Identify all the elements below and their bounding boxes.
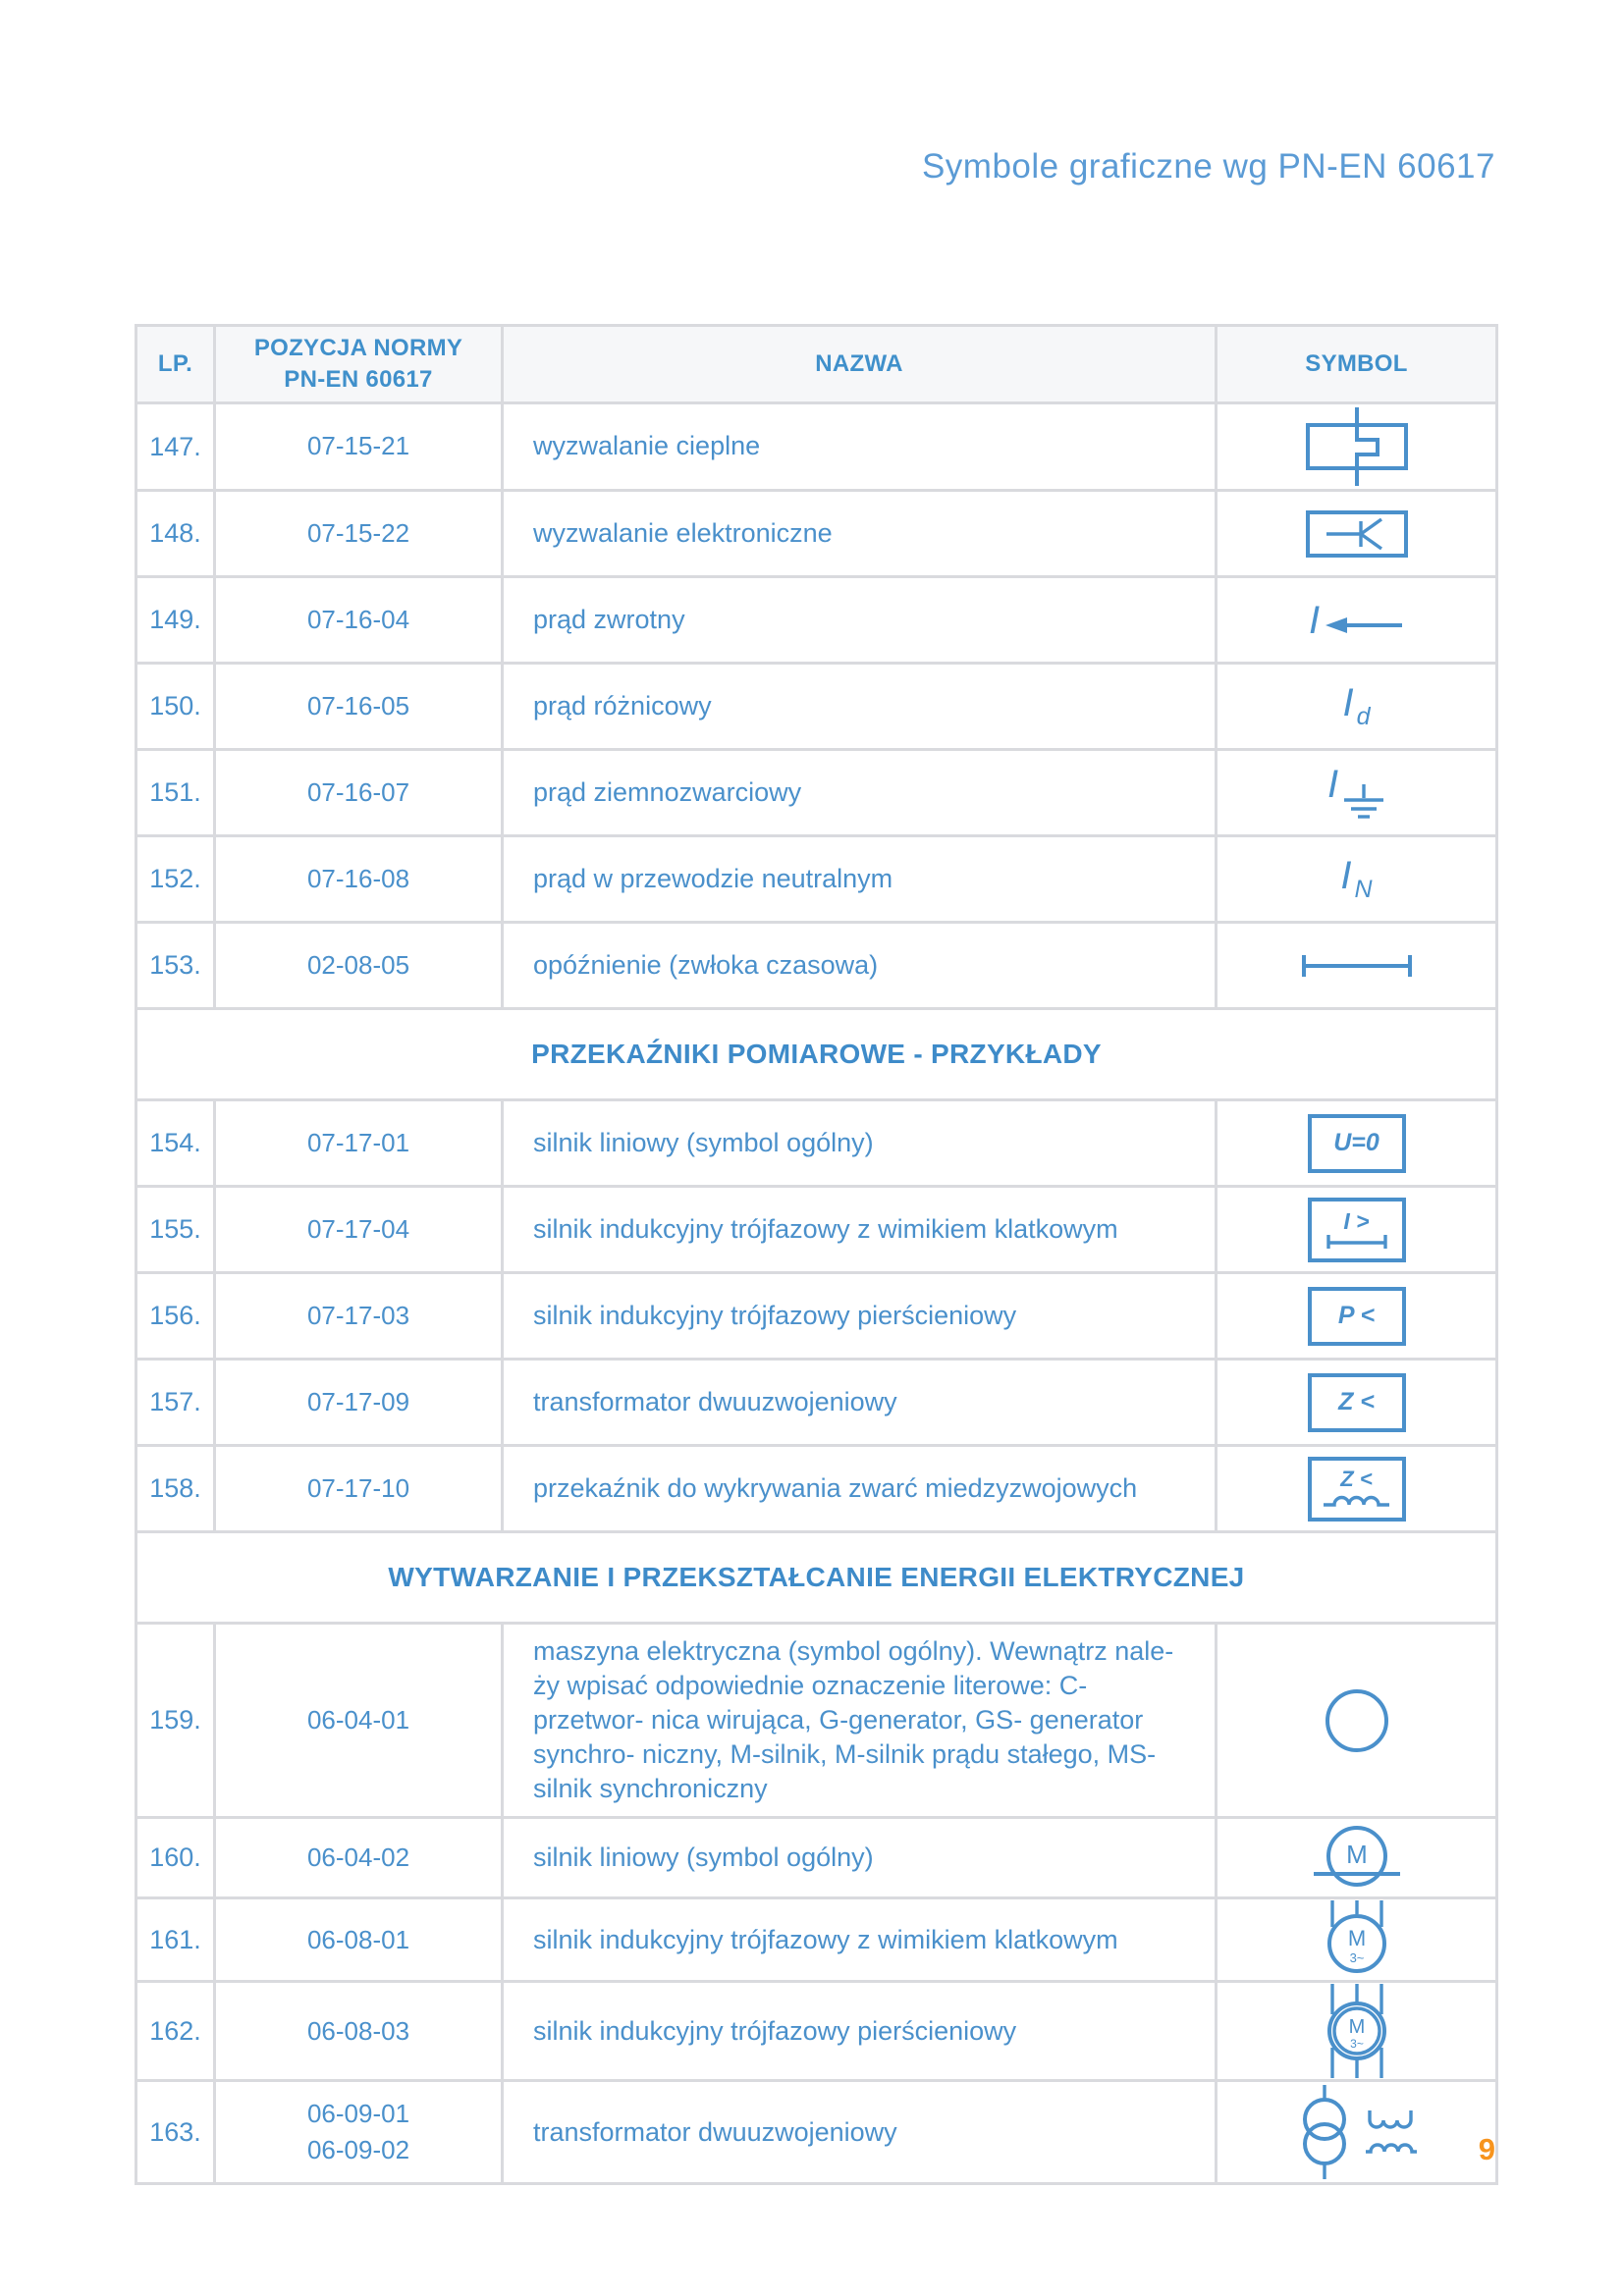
table-row	[136, 491, 1497, 577]
relay-box-label: Z <	[1338, 1388, 1375, 1415]
standard-code: 07-16-05	[215, 664, 503, 750]
table-header-row	[136, 326, 1497, 403]
standard-code: 07-15-22	[215, 491, 503, 577]
symbol-cell	[1217, 1360, 1497, 1446]
standard-code: 07-15-21	[215, 403, 503, 491]
row-number: 163.	[136, 2081, 215, 2184]
symbols-table	[135, 324, 1498, 2185]
overcurrent-delay-relay-box-icon	[1308, 1198, 1406, 1262]
squirrel-cage-motor-icon	[1303, 1900, 1411, 1979]
relay-box-label: P <	[1337, 1302, 1376, 1329]
table-row	[136, 1898, 1497, 1982]
row-number: 147.	[136, 403, 215, 491]
standard-code: 07-16-07	[215, 750, 503, 836]
three-phase-label: 3~	[1349, 1950, 1364, 1966]
delay-icon	[1325, 1232, 1389, 1250]
section-header-row	[136, 1009, 1497, 1100]
column-header-pozycja	[215, 326, 503, 403]
table-row	[136, 1273, 1497, 1360]
row-number: 156.	[136, 1273, 215, 1360]
electronic-release-icon	[1283, 499, 1431, 569]
table-row	[136, 836, 1497, 923]
column-header-pozycja-line1: POZYCJA NORMY	[253, 334, 463, 361]
table-row	[136, 923, 1497, 1009]
standard-code: 07-17-04	[215, 1187, 503, 1273]
section-header-row	[136, 1532, 1497, 1624]
row-number: 157.	[136, 1360, 215, 1446]
motor-letter: M	[1345, 1839, 1368, 1869]
symbol-name: transformator dwuuzwojeniowy	[503, 1360, 1217, 1446]
symbol-name: prąd w przewodzie neutralnym	[503, 836, 1217, 923]
row-number: 155.	[136, 1187, 215, 1273]
symbol-cell	[1217, 1100, 1497, 1187]
row-number: 161.	[136, 1898, 215, 1982]
column-header-pozycja-line2: PN-EN 60617	[284, 366, 433, 393]
symbol-cell	[1217, 836, 1497, 923]
symbol-cell	[1217, 923, 1497, 1009]
current-letter: I	[1342, 681, 1354, 724]
symbol-name: silnik indukcyjny trójfazowy z wimikiem klatkowym	[503, 1187, 1217, 1273]
symbol-name: prąd zwrotny	[503, 577, 1217, 664]
table-row	[136, 577, 1497, 664]
delay-icon	[1298, 949, 1416, 983]
page-number: 9	[1478, 2132, 1495, 2166]
standard-code-line1: 06-09-01	[306, 2098, 410, 2128]
symbol-cell	[1217, 1982, 1497, 2081]
table-row	[136, 750, 1497, 836]
row-number: 150.	[136, 664, 215, 750]
symbol-cell	[1217, 1273, 1497, 1360]
coil-icon	[1322, 1491, 1392, 1509]
symbol-cell	[1217, 1446, 1497, 1532]
table-row	[136, 1624, 1497, 1818]
standard-code: 06-08-03	[215, 1982, 503, 2081]
symbol-name: prąd ziemnozwarciowy	[503, 750, 1217, 836]
slip-ring-motor-icon	[1303, 1984, 1411, 2078]
column-header-nazwa: NAZWA	[503, 326, 1217, 403]
symbol-name: silnik indukcyjny trójfazowy pierścieniowy	[503, 1273, 1217, 1360]
motor-letter: M	[1347, 1926, 1366, 1951]
linear-motor-icon	[1298, 1823, 1416, 1894]
row-number: 160.	[136, 1818, 215, 1898]
motor-letter: M	[1348, 2016, 1365, 2039]
symbol-name: silnik indukcyjny trójfazowy z wimikiem klatkowym	[503, 1898, 1217, 1982]
column-header-lp: LP.	[136, 326, 215, 403]
section-title: WYTWARZANIE I PRZEKSZTAŁCANIE ENERGII ELEKTRYCZNEJ	[136, 1532, 1497, 1624]
standard-code: 06-08-01	[215, 1898, 503, 1982]
current-letter: I	[1340, 854, 1352, 897]
relay-box-label: U=0	[1333, 1129, 1380, 1156]
symbol-name: transformator dwuuzwojeniowy	[503, 2081, 1217, 2184]
symbol-name: wyzwalanie elektroniczne	[503, 491, 1217, 577]
table-row	[136, 1982, 1497, 2081]
symbol-cell	[1217, 577, 1497, 664]
interturn-fault-relay-box-icon	[1308, 1457, 1406, 1522]
standard-code: 07-16-08	[215, 836, 503, 923]
symbol-cell	[1217, 750, 1497, 836]
underpower-relay-box-icon	[1308, 1287, 1406, 1346]
three-phase-label: 3~	[1349, 2037, 1364, 2052]
symbol-name: silnik liniowy (symbol ogólny)	[503, 1100, 1217, 1187]
standard-code: 07-16-04	[215, 577, 503, 664]
table-row	[136, 403, 1497, 491]
current-letter: I	[1308, 598, 1321, 642]
subscript-n: N	[1354, 876, 1373, 903]
standard-code: 07-17-09	[215, 1360, 503, 1446]
underimpedance-relay-box-icon	[1308, 1373, 1406, 1432]
standard-code: 07-17-01	[215, 1100, 503, 1187]
symbol-cell	[1217, 491, 1497, 577]
row-number: 154.	[136, 1100, 215, 1187]
relay-box-label: I >	[1343, 1207, 1370, 1234]
symbol-name: opóźnienie (zwłoka czasowa)	[503, 923, 1217, 1009]
standard-code: 02-08-05	[215, 923, 503, 1009]
symbol-name: wyzwalanie cieplne	[503, 403, 1217, 491]
table-row	[136, 1187, 1497, 1273]
earth-fault-current-icon	[1326, 762, 1385, 822]
relay-box-label: Z <	[1340, 1467, 1373, 1491]
table-row	[136, 1360, 1497, 1446]
symbol-cell	[1217, 1187, 1497, 1273]
row-number: 152.	[136, 836, 215, 923]
row-number: 148.	[136, 491, 215, 577]
symbol-cell	[1217, 1624, 1497, 1818]
symbol-name: silnik liniowy (symbol ogólny)	[503, 1818, 1217, 1898]
table-row	[136, 1100, 1497, 1187]
symbol-name: maszyna elektryczna (symbol ogólny). Wewnątrz nale- ży wpisać odpowiednie oznaczenie literowe: C-przetwor- nica wirująca, G-generator, GS- generator synchro- niczny, M-silnik, M-silnik prądu stałego, MS-silnik synchroniczny	[503, 1624, 1217, 1818]
symbol-name: prąd różnicowy	[503, 664, 1217, 750]
symbol-cell	[1217, 1818, 1497, 1898]
table-row	[136, 1446, 1497, 1532]
row-number: 153.	[136, 923, 215, 1009]
neutral-conductor-current-icon	[1340, 856, 1372, 902]
current-letter: I	[1326, 762, 1339, 806]
thermal-release-icon	[1283, 405, 1431, 488]
differential-current-icon	[1342, 683, 1370, 729]
symbol-cell	[1217, 403, 1497, 491]
left-arrow-icon	[1325, 616, 1404, 634]
machine-circle-icon	[1323, 1686, 1391, 1755]
symbol-name: silnik indukcyjny trójfazowy pierścieniowy	[503, 1982, 1217, 2081]
row-number: 159.	[136, 1624, 215, 1818]
row-number: 149.	[136, 577, 215, 664]
standard-code: 06-04-01	[215, 1624, 503, 1818]
section-title: PRZEKAŹNIKI POMIAROWE - PRZYKŁADY	[136, 1009, 1497, 1100]
undervoltage-relay-box-icon	[1308, 1114, 1406, 1173]
row-number: 158.	[136, 1446, 215, 1532]
table-row	[136, 664, 1497, 750]
table-row	[136, 1818, 1497, 1898]
standard-code: 07-17-10	[215, 1446, 503, 1532]
row-number: 151.	[136, 750, 215, 836]
page-title: Symbole graficzne wg PN-EN 60617	[921, 147, 1495, 186]
standard-code: 07-17-03	[215, 1273, 503, 1360]
symbol-cell	[1217, 1898, 1497, 1982]
row-number: 162.	[136, 1982, 215, 2081]
symbol-name: przekaźnik do wykrywania zwarć miedzyzwojowych	[503, 1446, 1217, 1532]
earth-icon	[1342, 782, 1385, 822]
subscript-d: d	[1356, 703, 1371, 730]
column-header-symbol: SYMBOL	[1217, 326, 1497, 403]
standard-code: 06-04-02	[215, 1818, 503, 1898]
standard-code-line2: 06-09-02	[306, 2135, 410, 2165]
reverse-current-icon	[1308, 598, 1404, 642]
symbol-cell	[1217, 664, 1497, 750]
